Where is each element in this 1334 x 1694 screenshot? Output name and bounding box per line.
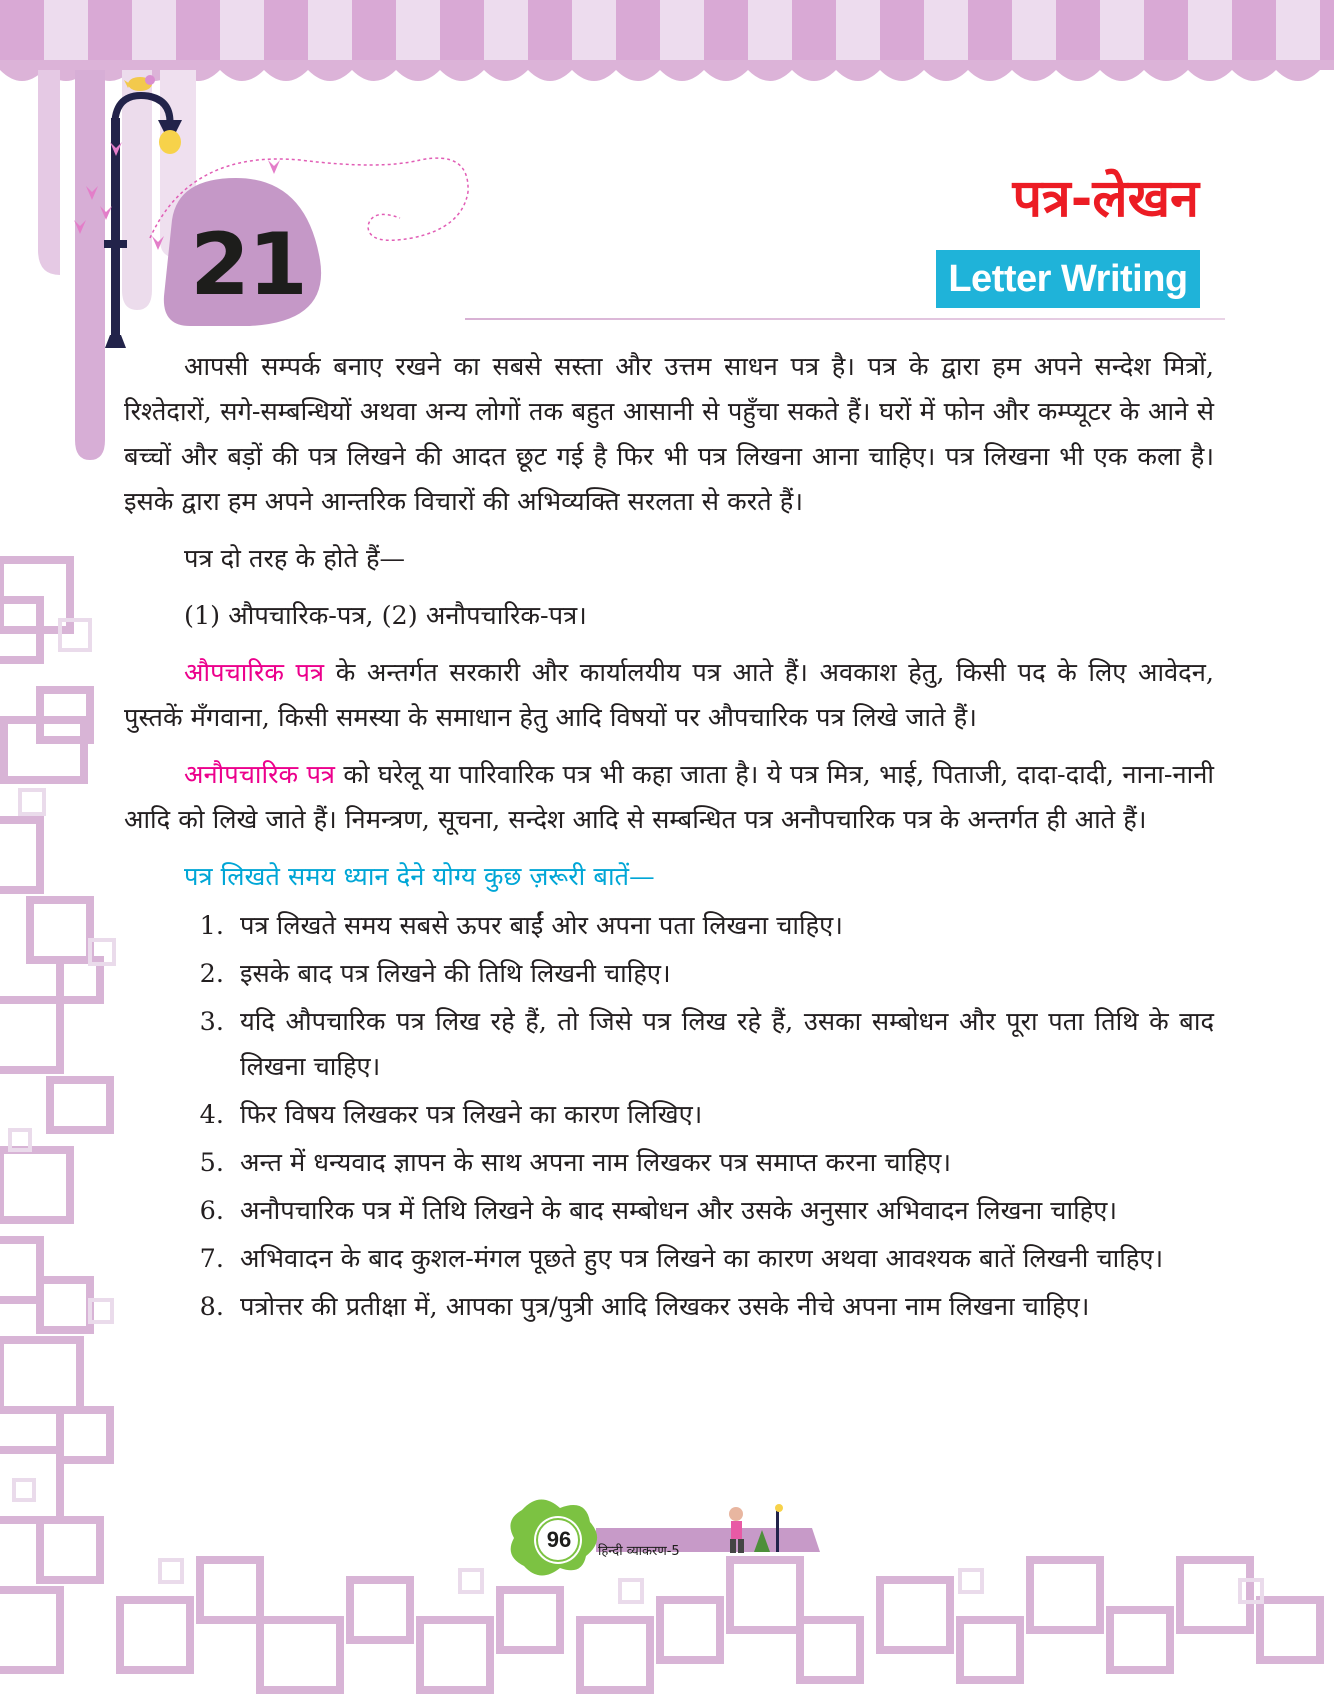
rule-text: अन्त में धन्यवाद ज्ञापन के साथ अपना नाम लिखकर पत्र समाप्त करना चाहिए। <box>240 1148 952 1178</box>
intro-paragraph: आपसी सम्पर्क बनाए रखने का सबसे सस्ता और उत्तम साधन पत्र है। पत्र के द्वारा हम अपने सन्देश मित्रों, रिश्तेदारों, सगे-सम्बन्धियों अथवा अन्य लोगों तक बहुत आसानी से पहुँचा सकते हैं। घरों में फोन और कम्प्यूटर के आने से बच्चों और बड़ों की पत्र लिखने की आदत छूट गई है फिर भी पत्र लिखना आना चाहिए। पत्र लिखना भी एक कला है। इसके द्वारा हम अपने आन्तरिक विचारों की अभिव्यक्ति सरलता से करते हैं। <box>124 352 1214 517</box>
rules-heading: पत्र लिखते समय ध्यान देने योग्य कुछ ज़रूरी बातें— <box>184 862 655 892</box>
chapter-title-hindi: पत्र-लेखन <box>1012 169 1199 229</box>
rule-number: 2. <box>199 959 224 989</box>
rule-text: फिर विषय लिखकर पत्र लिखने का कारण लिखिए। <box>240 1100 703 1130</box>
list-item <box>124 1093 1214 1138</box>
rule-text: पत्रोत्तर की प्रतीक्षा में, आपका पुत्र/पुत्री आदि लिखकर उसके नीचे अपना नाम लिखना चाहिए। <box>240 1292 1090 1322</box>
left-square-pattern <box>0 560 110 1670</box>
informal-letter-term: अनौपचारिक पत्र <box>184 760 336 790</box>
bottom-square-pattern <box>120 1560 1320 1690</box>
informal-letter-paragraph <box>124 753 1214 843</box>
awning-stripes <box>0 0 1334 81</box>
rule-number: 3. <box>199 1007 224 1037</box>
rule-text: इसके बाद पत्र लिखने की तिथि लिखनी चाहिए। <box>240 959 671 989</box>
chapter-content <box>124 345 1214 1333</box>
rules-list <box>124 904 1214 1330</box>
list-item <box>124 1141 1214 1186</box>
rule-text: यदि औपचारिक पत्र लिख रहे हैं, तो जिसे पत्र लिख रहे हैं, उसका सम्बोधन और पूरा पता तिथि के बाद लिखना चाहिए। <box>240 1007 1214 1082</box>
list-item <box>124 1000 1214 1090</box>
types-heading: पत्र दो तरह के होते हैं— <box>184 544 406 574</box>
rule-text: अभिवादन के बाद कुशल-मंगल पूछते हुए पत्र लिखने का कारण अथवा आवश्यक बातें लिखनी चाहिए। <box>240 1244 1164 1274</box>
rule-number: 8. <box>199 1292 224 1322</box>
rule-text: पत्र लिखते समय सबसे ऊपर बाईं ओर अपना पता लिखना चाहिए। <box>240 911 843 941</box>
chapter-title-english: Letter Writing <box>936 250 1200 308</box>
list-item <box>124 952 1214 997</box>
list-item <box>124 904 1214 949</box>
list-item <box>124 1285 1214 1330</box>
rule-number: 6. <box>199 1196 224 1226</box>
list-item <box>124 1237 1214 1282</box>
list-item <box>124 1189 1214 1234</box>
types-list: (1) औपचारिक-पत्र, (2) अनौपचारिक-पत्र। <box>184 601 587 631</box>
chapter-number: 21 <box>190 215 306 315</box>
rule-number: 4. <box>199 1100 224 1130</box>
rule-number: 7. <box>199 1244 224 1274</box>
rule-number: 1. <box>199 911 224 941</box>
informal-letter-text: को घरेलू या पारिवारिक पत्र भी कहा जाता है। ये पत्र मित्र, भाई, पिताजी, दादा-दादी, नाना-नानी आदि को लिखे जाते हैं। निमन्त्रण, सूचना, सन्देश आदि से सम्बन्धित पत्र अनौपचारिक पत्र के अन्तर्गत ही आते हैं। <box>124 760 1214 835</box>
rule-text: अनौपचारिक पत्र में तिथि लिखने के बाद सम्बोधन और उसके अनुसार अभिवादन लिखना चाहिए। <box>240 1196 1118 1226</box>
formal-letter-paragraph <box>124 651 1214 741</box>
title-underline <box>465 318 1225 320</box>
formal-letter-text: के अन्तर्गत सरकारी और कार्यालयीय पत्र आते हैं। अवकाश हेतु, किसी पद के लिए आवेदन, पुस्तकें मँगवाना, किसी समस्या के समाधान हेतु आदि विषयों पर औपचारिक पत्र लिखे जाते हैं। <box>124 658 1214 733</box>
page-number: 96 <box>546 1527 572 1552</box>
book-title: हिन्दी व्याकरण-5 <box>598 1544 680 1559</box>
rule-number: 5. <box>199 1148 224 1178</box>
formal-letter-term: औपचारिक पत्र <box>184 658 325 688</box>
